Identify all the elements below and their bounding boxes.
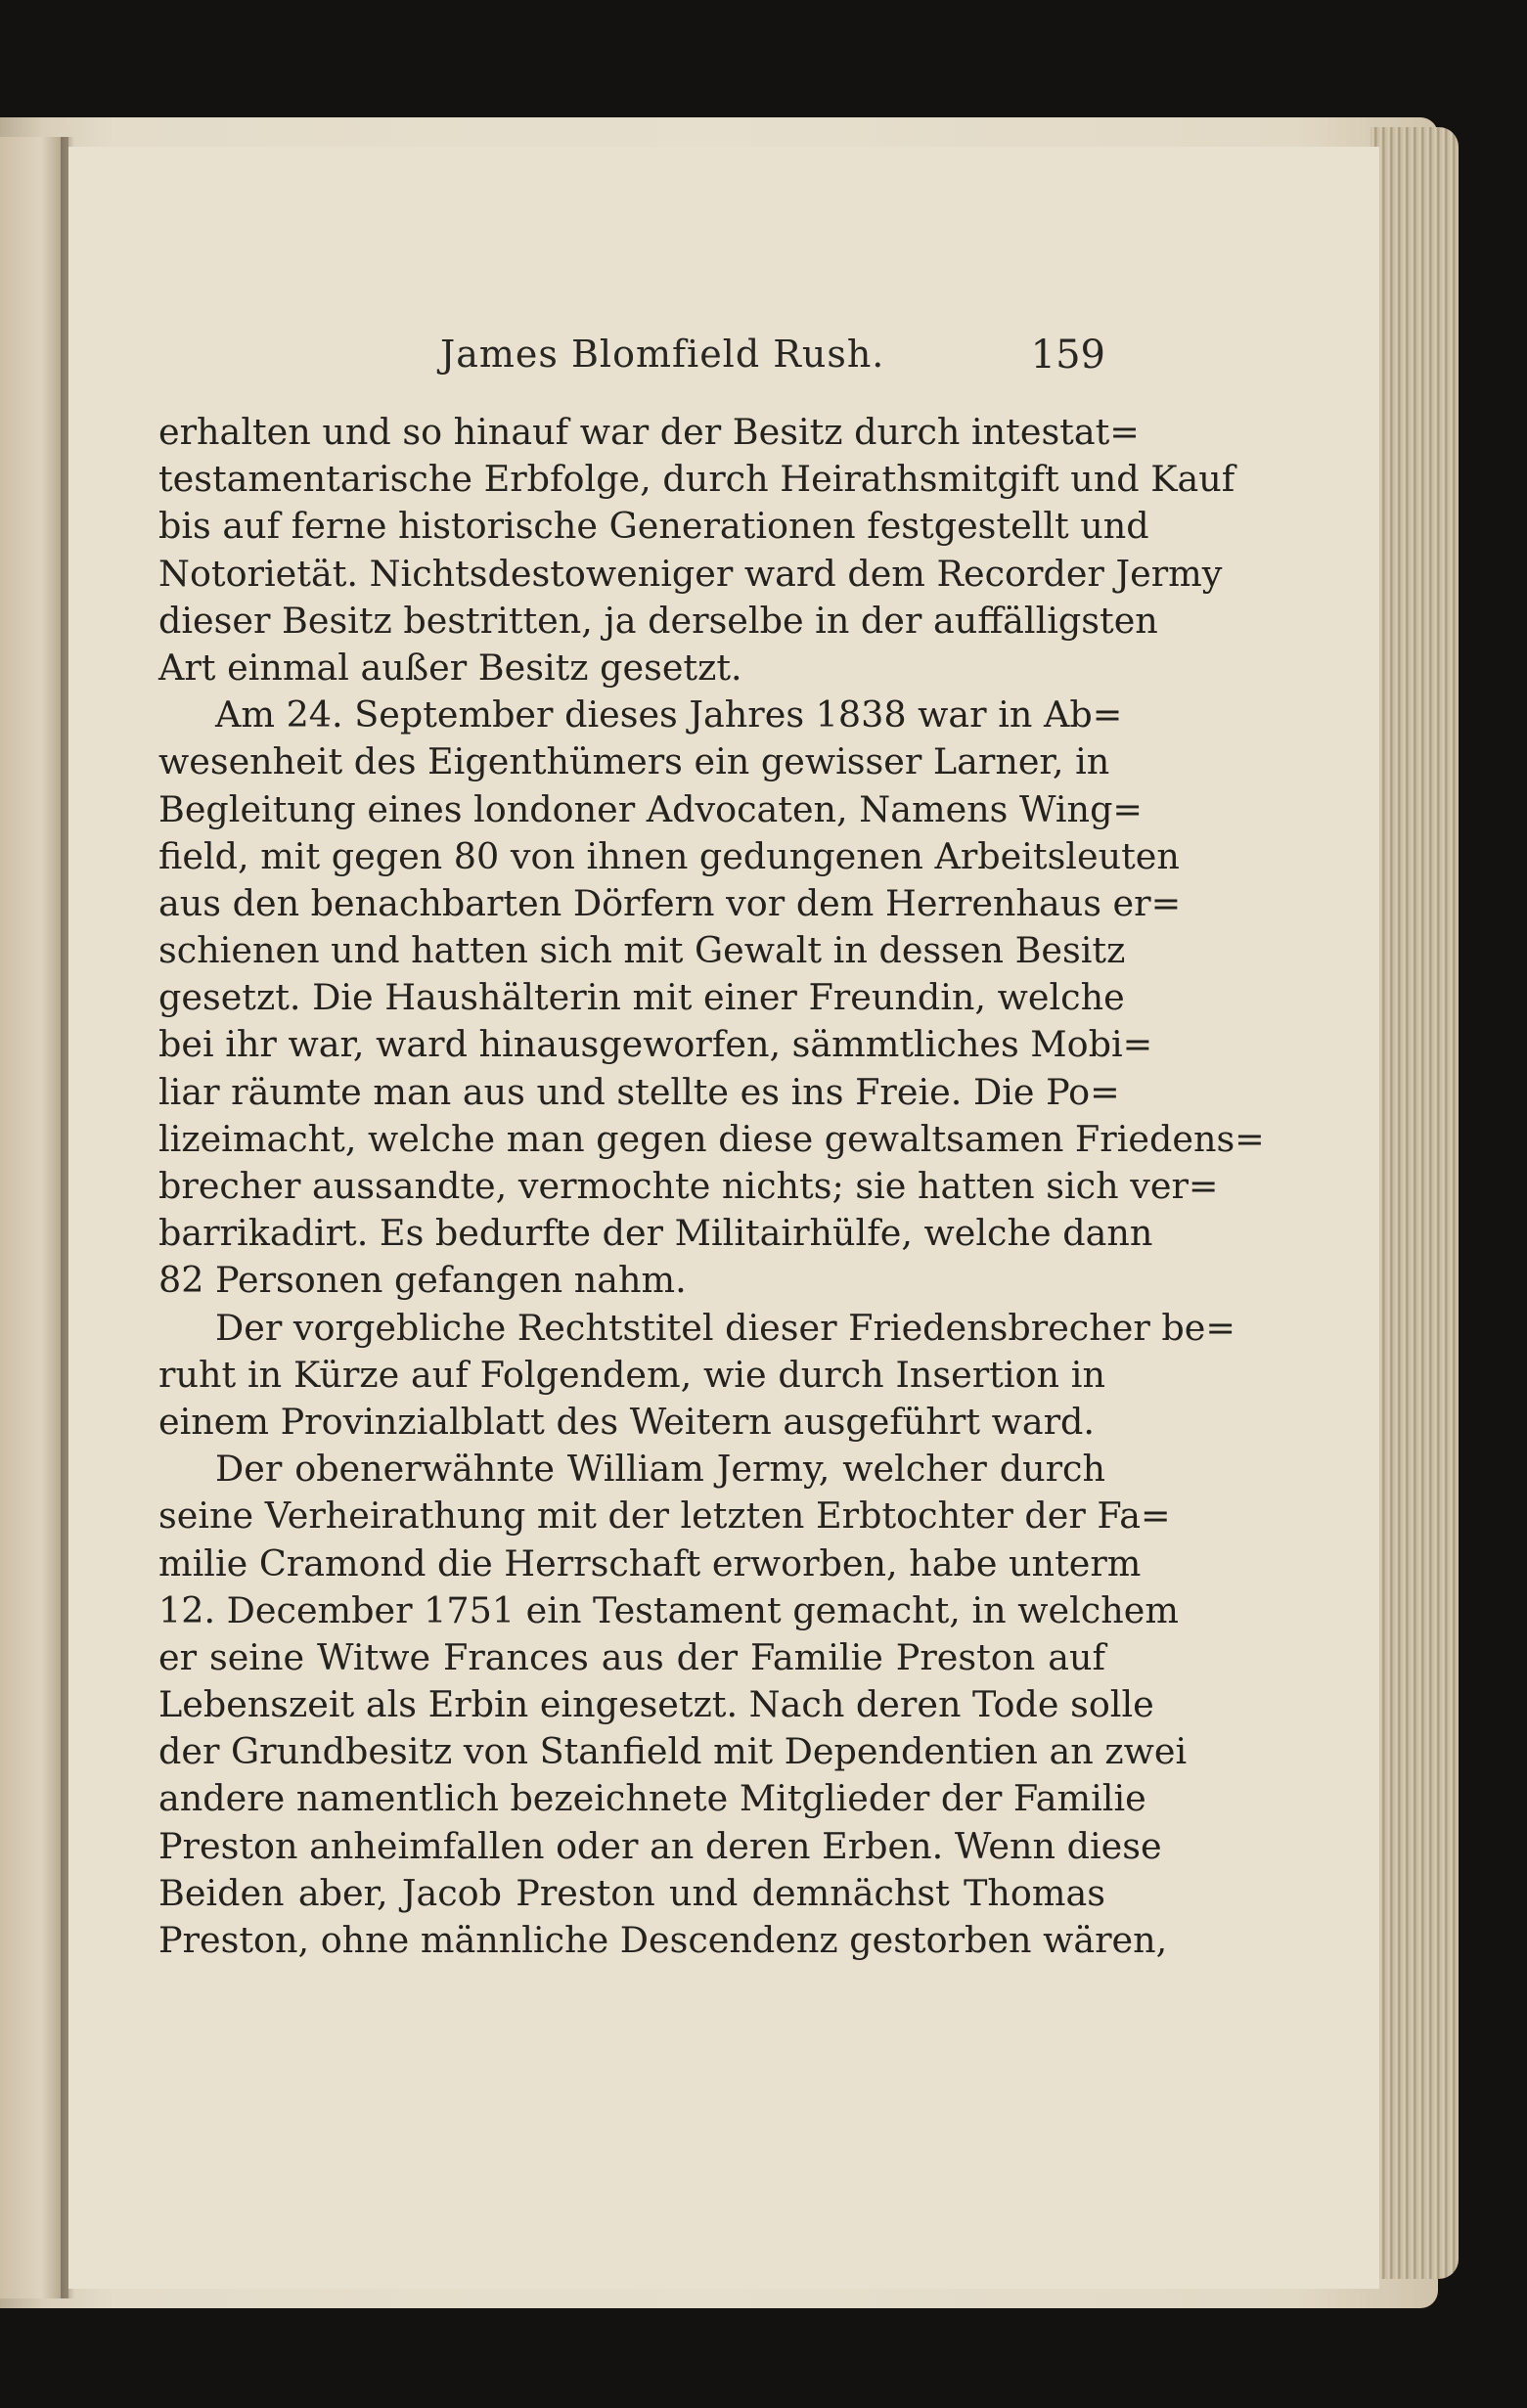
- text-line: Lebenszeit als Erbin eingesetzt. Nach deren Tode solle: [158, 1683, 1154, 1726]
- page-stack-edge: [1370, 127, 1459, 2279]
- text-line: andere namentlich bezeichnete Mitglieder der Familie: [158, 1777, 1146, 1820]
- text-line: der Grundbesitz von Stanfield mit Dependentien an zwei: [158, 1730, 1188, 1773]
- text-line: Preston anheimfallen oder an deren Erben. Wenn diese: [158, 1824, 1162, 1867]
- text-line: barrikadirt. Es bedurfte der Militairhülfe, welche dann: [158, 1212, 1153, 1255]
- text-line: wesenheit des Eigenthümers ein gewisser Larner, in: [158, 740, 1110, 783]
- text-line: Notorietät. Nichtsdestoweniger ward dem Recorder Jermy: [158, 552, 1223, 595]
- text-line: lizeimacht, welche man gegen diese gewaltsamen Friedens=: [158, 1117, 1265, 1160]
- text-line: seine Verheirathung mit der letzten Erbtochter der Fa=: [158, 1494, 1171, 1538]
- page-number: 159: [1030, 333, 1105, 378]
- text-line: Der obenerwähnte William Jermy, welcher durch: [215, 1448, 1105, 1491]
- text-line: gesetzt. Die Haushälterin mit einer Freundin, welche: [158, 976, 1125, 1019]
- body-text: [158, 409, 1265, 1964]
- text-line: milie Cramond die Herrschaft erworben, habe unterm: [158, 1541, 1142, 1584]
- text-line: er seine Witwe Frances aus der Familie Preston auf: [158, 1635, 1105, 1678]
- text-line: bei ihr war, ward hinausgeworfen, sämmtliches Mobi=: [158, 1023, 1153, 1066]
- running-title: James Blomfield Rush.: [440, 333, 885, 376]
- page-header: [157, 333, 1105, 381]
- text-line: Am 24. September dieses Jahres 1838 war in Ab=: [215, 693, 1123, 736]
- left-page-edge: [0, 137, 68, 2298]
- text-line: liar räumte man aus und stellte es ins Freie. Die Po=: [158, 1070, 1120, 1113]
- text-line: ruht in Kürze auf Folgendem, wie durch Insertion in: [158, 1353, 1105, 1396]
- text-line: 82 Personen gefangen nahm.: [158, 1259, 687, 1302]
- text-line: Der vorgebliche Rechtstitel dieser Friedensbrecher be=: [215, 1306, 1235, 1349]
- text-line: einem Provinzialblatt des Weitern ausgeführt ward.: [158, 1400, 1096, 1443]
- text-line: Preston, ohne männliche Descendenz gestorben wären,: [158, 1919, 1168, 1961]
- text-line: dieser Besitz bestritten, ja derselbe in der auffälligsten: [158, 599, 1158, 642]
- text-line: aus den benachbarten Dörfern vor dem Herrenhaus er=: [158, 881, 1182, 924]
- text-line: Art einmal außer Besitz gesetzt.: [158, 646, 742, 689]
- text-line: brecher aussandte, vermochte nichts; sie hatten sich ver=: [158, 1165, 1219, 1207]
- text-line: testamentarische Erbfolge, durch Heirathsmitgift und Kauf: [158, 458, 1235, 501]
- text-line: erhalten und so hinauf war der Besitz durch intestat=: [158, 411, 1140, 453]
- text-line: field, mit gegen 80 von ihnen gedungenen Arbeitsleuten: [158, 834, 1180, 877]
- text-line: schienen und hatten sich mit Gewalt in dessen Besitz: [158, 929, 1126, 972]
- text-line: Beiden aber, Jacob Preston und demnächst Thomas: [158, 1871, 1105, 1914]
- text-line: 12. December 1751 ein Testament gemacht, in welchem: [158, 1588, 1179, 1631]
- text-line: Begleitung eines londoner Advocaten, Namens Wing=: [158, 787, 1144, 830]
- text-line: bis auf ferne historische Generationen festgestellt und: [158, 505, 1149, 548]
